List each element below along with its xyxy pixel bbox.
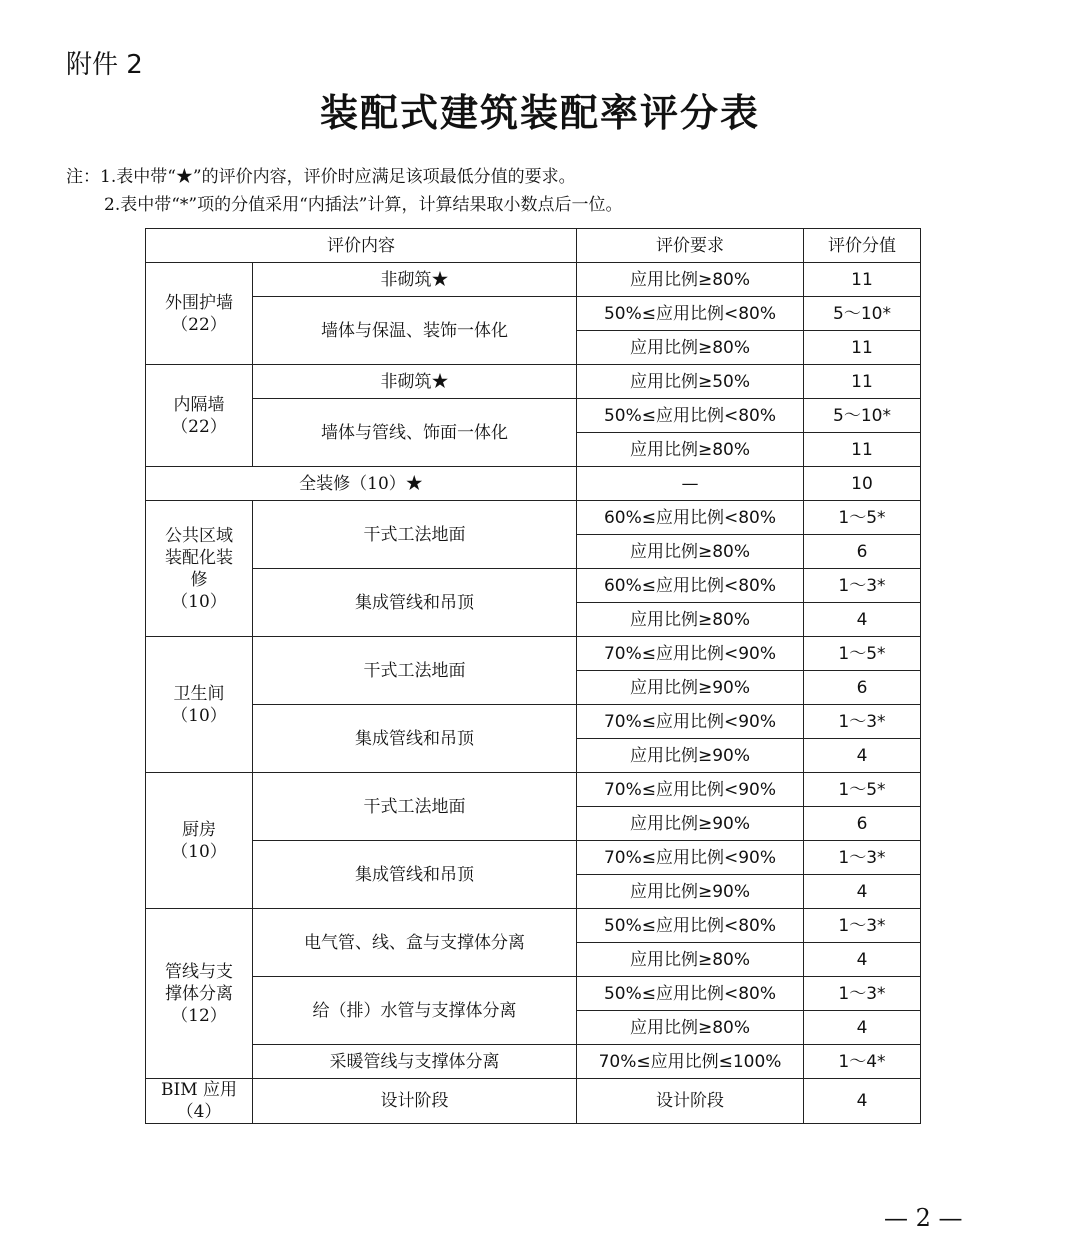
requirement-cell: 应用比例≥90%: [577, 807, 804, 841]
score-cell: 5～10*: [804, 399, 921, 433]
table-row: [146, 365, 921, 399]
score-cell: 4: [804, 943, 921, 977]
item-name: 设计阶段: [253, 1079, 577, 1124]
requirement-cell: 应用比例≥90%: [577, 671, 804, 705]
item-name: 给（排）水管与支撑体分离: [253, 977, 577, 1045]
requirement-cell: 设计阶段: [577, 1079, 804, 1124]
item-name: 集成管线和吊顶: [253, 841, 577, 909]
item-name: 电气管、线、盒与支撑体分离: [253, 909, 577, 977]
score-cell: 1～5*: [804, 637, 921, 671]
requirement-cell: 应用比例≥80%: [577, 263, 804, 297]
score-cell: 6: [804, 535, 921, 569]
score-cell: 4: [804, 1079, 921, 1124]
item-name: 墙体与管线、饰面一体化: [253, 399, 577, 467]
requirement-cell: 50%≤应用比例<80%: [577, 399, 804, 433]
requirement-cell: 60%≤应用比例<80%: [577, 501, 804, 535]
score-cell: 6: [804, 807, 921, 841]
group-label: 卫生间 （10）: [146, 637, 253, 773]
table-row: [146, 1079, 921, 1124]
requirement-cell: 50%≤应用比例<80%: [577, 977, 804, 1011]
table-row: [146, 637, 921, 671]
score-cell: 1～3*: [804, 977, 921, 1011]
score-cell: 11: [804, 433, 921, 467]
requirement-cell: 应用比例≥90%: [577, 739, 804, 773]
item-name: 干式工法地面: [253, 637, 577, 705]
requirement-cell: 70%≤应用比例<90%: [577, 841, 804, 875]
table-row: [146, 501, 921, 535]
item-name: 采暖管线与支撑体分离: [253, 1045, 577, 1079]
score-cell: 11: [804, 365, 921, 399]
group-label: 厨房 （10）: [146, 773, 253, 909]
table-row: [146, 467, 921, 501]
score-cell: 6: [804, 671, 921, 705]
score-cell: 1～3*: [804, 841, 921, 875]
score-cell: 4: [804, 1011, 921, 1045]
requirement-cell: 应用比例≥80%: [577, 331, 804, 365]
requirement-cell: 应用比例≥80%: [577, 1011, 804, 1045]
item-name: 非砌筑★: [253, 365, 577, 399]
score-cell: 1～5*: [804, 773, 921, 807]
table-row: [146, 263, 921, 297]
header-requirement: 评价要求: [577, 229, 804, 263]
item-name: 干式工法地面: [253, 773, 577, 841]
note-line-2: 2.表中带“*”项的分值采用“内插法”计算，计算结果取小数点后一位。: [104, 195, 623, 215]
table-row: [146, 1045, 921, 1079]
score-cell: 4: [804, 603, 921, 637]
table-row: [146, 841, 921, 875]
requirement-cell: 50%≤应用比例<80%: [577, 909, 804, 943]
table-row: [146, 569, 921, 603]
requirement-cell: 应用比例≥90%: [577, 875, 804, 909]
table-row: [146, 977, 921, 1011]
requirement-cell: 应用比例≥80%: [577, 535, 804, 569]
table-row: [146, 297, 921, 331]
requirement-cell: 60%≤应用比例<80%: [577, 569, 804, 603]
score-cell: 1～5*: [804, 501, 921, 535]
score-cell: 4: [804, 875, 921, 909]
score-cell: 1～3*: [804, 705, 921, 739]
score-cell: 11: [804, 331, 921, 365]
requirement-cell: —: [577, 467, 804, 501]
score-cell: 1～3*: [804, 909, 921, 943]
group-label: 外围护墙 （22）: [146, 263, 253, 365]
requirement-cell: 应用比例≥50%: [577, 365, 804, 399]
table-row: [146, 909, 921, 943]
requirement-cell: 应用比例≥80%: [577, 603, 804, 637]
group-label: 公共区域 装配化装 修 （10）: [146, 501, 253, 637]
requirement-cell: 应用比例≥80%: [577, 943, 804, 977]
score-cell: 1～3*: [804, 569, 921, 603]
requirement-cell: 应用比例≥80%: [577, 433, 804, 467]
requirement-cell: 70%≤应用比例≤100%: [577, 1045, 804, 1079]
item-name: 墙体与保温、装饰一体化: [253, 297, 577, 365]
group-label: 内隔墙 （22）: [146, 365, 253, 467]
item-name: 干式工法地面: [253, 501, 577, 569]
note-line-1: 注：1.表中带“★”的评价内容，评价时应满足该项最低分值的要求。: [66, 167, 576, 187]
page-number: — 2 —: [884, 1204, 963, 1232]
header-content: 评价内容: [146, 229, 577, 263]
item-name: 集成管线和吊顶: [253, 705, 577, 773]
score-cell: 4: [804, 739, 921, 773]
attachment-label: 附件 2: [66, 50, 143, 80]
table-header-row: [146, 229, 921, 263]
requirement-cell: 70%≤应用比例<90%: [577, 705, 804, 739]
page-title: 装配式建筑装配率评分表: [319, 91, 760, 135]
group-label: 全装修（10）★: [146, 467, 577, 501]
score-table: [145, 228, 921, 1124]
table-row: [146, 705, 921, 739]
score-cell: 1～4*: [804, 1045, 921, 1079]
group-label: 管线与支 撑体分离 （12）: [146, 909, 253, 1079]
score-cell: 11: [804, 263, 921, 297]
requirement-cell: 50%≤应用比例<80%: [577, 297, 804, 331]
item-name: 非砌筑★: [253, 263, 577, 297]
score-cell: 5～10*: [804, 297, 921, 331]
table-row: [146, 399, 921, 433]
table-row: [146, 773, 921, 807]
requirement-cell: 70%≤应用比例<90%: [577, 637, 804, 671]
header-score: 评价分值: [804, 229, 921, 263]
score-cell: 10: [804, 467, 921, 501]
item-name: 集成管线和吊顶: [253, 569, 577, 637]
requirement-cell: 70%≤应用比例<90%: [577, 773, 804, 807]
group-label: BIM 应用 （4）: [146, 1079, 253, 1124]
